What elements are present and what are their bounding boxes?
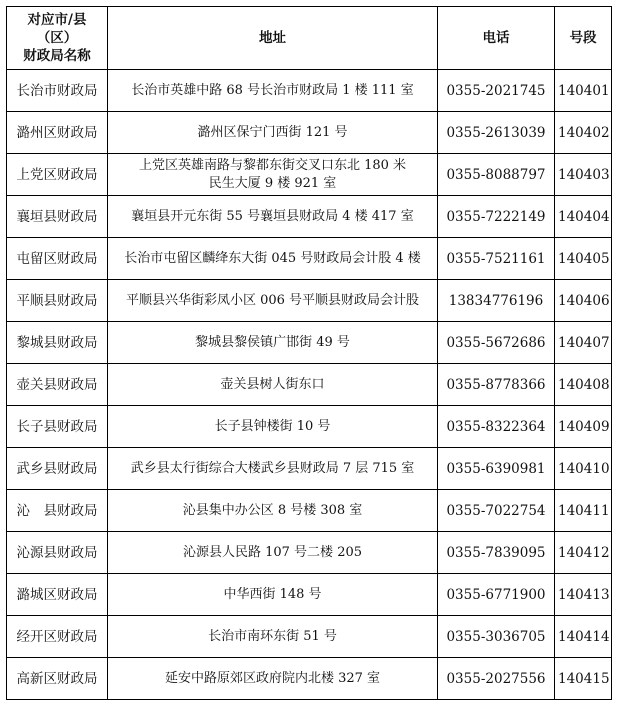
cell-phone: 0355-8088797 (438, 154, 555, 196)
cell-bureau-name: 襄垣县财政局 (7, 196, 108, 238)
cell-bureau-name: 平顺县财政局 (7, 280, 108, 322)
table-row (7, 406, 612, 448)
cell-code: 140406 (555, 280, 612, 322)
cell-code: 140414 (555, 616, 612, 658)
cell-address: 襄垣县开元东街 55 号襄垣县财政局 4 楼 417 室 (108, 196, 438, 238)
cell-bureau-name: 沁源县财政局 (7, 532, 108, 574)
finance-bureau-table (6, 6, 612, 700)
cell-bureau-name: 高新区财政局 (7, 658, 108, 700)
cell-address: 长治市南环东街 51 号 (108, 616, 438, 658)
cell-bureau-name: 经开区财政局 (7, 616, 108, 658)
cell-bureau-name: 长治市财政局 (7, 70, 108, 112)
table-row (7, 196, 612, 238)
cell-bureau-name: 屯留区财政局 (7, 238, 108, 280)
cell-phone: 0355-6771900 (438, 574, 555, 616)
table-row (7, 280, 612, 322)
cell-address: 沁县集中办公区 8 号楼 308 室 (108, 490, 438, 532)
cell-code: 140412 (555, 532, 612, 574)
cell-phone: 0355-7222149 (438, 196, 555, 238)
cell-code: 140415 (555, 658, 612, 700)
cell-address: 武乡县太行街综合大楼武乡县财政局 7 层 715 室 (108, 448, 438, 490)
cell-phone: 13834776196 (438, 280, 555, 322)
cell-phone: 0355-2027556 (438, 658, 555, 700)
header-address: 地址 (108, 7, 438, 70)
cell-phone: 0355-2021745 (438, 70, 555, 112)
cell-phone: 0355-2613039 (438, 112, 555, 154)
table-row (7, 616, 612, 658)
cell-phone: 0355-5672686 (438, 322, 555, 364)
cell-bureau-name: 长子县财政局 (7, 406, 108, 448)
cell-bureau-name: 潞州区财政局 (7, 112, 108, 154)
table-row (7, 448, 612, 490)
cell-phone: 0355-3036705 (438, 616, 555, 658)
cell-address: 长治市英雄中路 68 号长治市财政局 1 楼 111 室 (108, 70, 438, 112)
cell-address: 长治市屯留区麟绛东大街 045 号财政局会计股 4 楼 (108, 238, 438, 280)
cell-phone: 0355-6390981 (438, 448, 555, 490)
cell-code: 140413 (555, 574, 612, 616)
cell-address: 上党区英雄南路与黎都东街交叉口东北 180 米 民生大厦 9 楼 921 室 (108, 154, 438, 196)
cell-code: 140403 (555, 154, 612, 196)
cell-address: 平顺县兴华街彩凤小区 006 号平顺县财政局会计股 (108, 280, 438, 322)
cell-phone: 0355-7022754 (438, 490, 555, 532)
page-footer-fragment (118, 707, 148, 713)
cell-code: 140410 (555, 448, 612, 490)
cell-address: 黎城县黎侯镇广邯街 49 号 (108, 322, 438, 364)
table-row (7, 532, 612, 574)
cell-code: 140402 (555, 112, 612, 154)
table-row (7, 490, 612, 532)
cell-phone: 0355-8778366 (438, 364, 555, 406)
table-row (7, 154, 612, 196)
cell-phone: 0355-7839095 (438, 532, 555, 574)
header-code: 号段 (555, 7, 612, 70)
cell-bureau-name: 潞城区财政局 (7, 574, 108, 616)
cell-code: 140408 (555, 364, 612, 406)
cell-address: 潞州区保宁门西街 121 号 (108, 112, 438, 154)
cell-address: 延安中路原郊区政府院内北楼 327 室 (108, 658, 438, 700)
cell-phone: 0355-7521161 (438, 238, 555, 280)
cell-code: 140404 (555, 196, 612, 238)
cell-bureau-name: 沁 县财政局 (7, 490, 108, 532)
header-phone: 电话 (438, 7, 555, 70)
cell-code: 140401 (555, 70, 612, 112)
table-row (7, 112, 612, 154)
table-row (7, 70, 612, 112)
cell-address: 沁源县人民路 107 号二楼 205 (108, 532, 438, 574)
cell-bureau-name: 上党区财政局 (7, 154, 108, 196)
cell-bureau-name: 武乡县财政局 (7, 448, 108, 490)
table-header-row (7, 7, 612, 70)
cell-code: 140407 (555, 322, 612, 364)
cell-bureau-name: 壶关县财政局 (7, 364, 108, 406)
cell-address: 长子县钟楼街 10 号 (108, 406, 438, 448)
table-row (7, 238, 612, 280)
cell-address: 中华西街 148 号 (108, 574, 438, 616)
header-bureau-name: 对应市/县 （区） 财政局名称 (7, 7, 108, 70)
table-row (7, 658, 612, 700)
table-row (7, 322, 612, 364)
cell-phone: 0355-8322364 (438, 406, 555, 448)
cell-code: 140411 (555, 490, 612, 532)
cell-address: 壶关县树人街东口 (108, 364, 438, 406)
cell-bureau-name: 黎城县财政局 (7, 322, 108, 364)
table-row (7, 364, 612, 406)
table-row (7, 574, 612, 616)
cell-code: 140409 (555, 406, 612, 448)
cell-code: 140405 (555, 238, 612, 280)
